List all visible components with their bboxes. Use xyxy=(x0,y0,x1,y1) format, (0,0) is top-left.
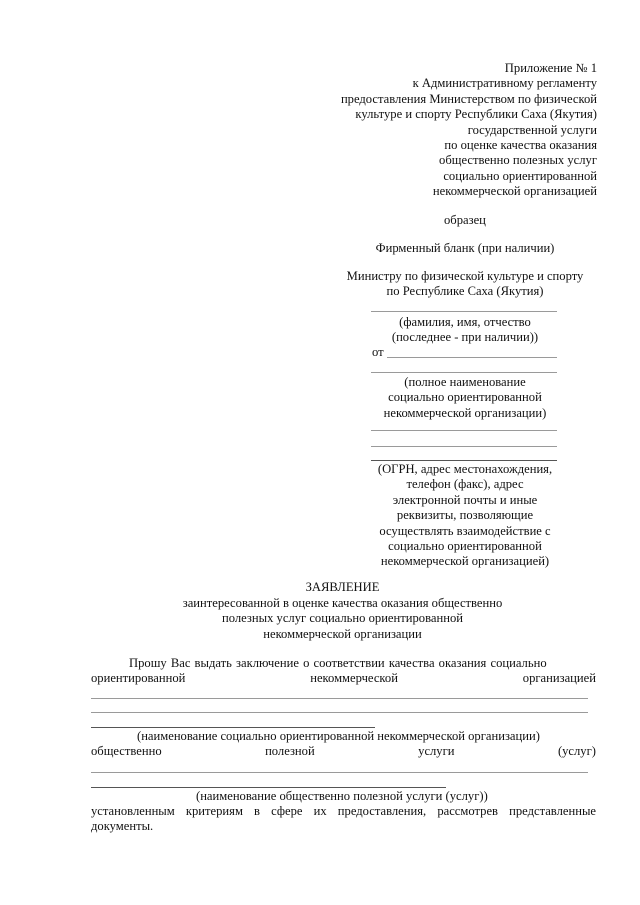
org-hint xyxy=(365,375,565,421)
service-line xyxy=(91,744,596,759)
appendix-block xyxy=(267,61,597,200)
org-name-input-line[interactable] xyxy=(91,727,375,728)
body-word: общественно xyxy=(91,744,162,758)
fio-hint xyxy=(365,315,565,346)
org-hint-line: некоммерческой организации) xyxy=(383,405,547,420)
appendix-line: культуре и спорту Республики Саха (Якутия) xyxy=(355,107,597,122)
appendix-line: по оценке качества оказания xyxy=(444,138,597,153)
org-input-line[interactable] xyxy=(371,372,557,373)
ogrn-hint-line: (ОГРН, адрес местонахождения, xyxy=(377,462,553,476)
sample-label: образец xyxy=(444,213,486,227)
org-hint-line: социально ориентированной xyxy=(388,390,542,405)
body-word: полезной xyxy=(265,744,315,758)
body-line2 xyxy=(91,671,596,686)
body-word: организацией xyxy=(522,671,596,685)
appendix-line: общественно полезных услуг xyxy=(439,153,597,168)
ogrn-hint-line: некоммерческой организацией) xyxy=(380,554,550,569)
addressee-line: Министру по физической культуре и спорту xyxy=(346,269,584,283)
body-word: ориентированной xyxy=(91,671,186,685)
body-final-text: установленным критериям в сфере их предоставления, рассмотрев представленные документы. xyxy=(91,804,596,834)
ogrn-hint-line: социально ориентированной xyxy=(388,539,542,554)
ogrn-input-line[interactable] xyxy=(371,430,557,431)
fio-hint-line: (фамилия, имя, отчество xyxy=(399,315,531,329)
statement-title: ЗАЯВЛЕНИЕ xyxy=(305,580,380,594)
ogrn-hint-line: телефон (факс), адрес xyxy=(406,477,524,492)
body-word: услуги xyxy=(418,744,455,758)
body-word: (услуг) xyxy=(557,744,596,758)
statement-subtitle-line: полезных услуг социально ориентированной xyxy=(222,611,463,626)
ogrn-hint xyxy=(355,462,575,570)
from-label: от xyxy=(372,345,384,359)
statement-subtitle-line: некоммерческой организации xyxy=(263,626,422,641)
appendix-line: предоставления Министерством по физической xyxy=(340,91,597,106)
appendix-line: Приложение № 1 xyxy=(504,61,597,75)
statement-subtitle-line: заинтересованной в оценке качества оказания общественно xyxy=(182,596,503,610)
appendix-line: социально ориентированной xyxy=(443,168,597,183)
letterhead-label: Фирменный бланк (при наличии) xyxy=(375,241,555,255)
body-word: некоммерческой xyxy=(310,671,398,685)
ogrn-hint-line: реквизиты, позволяющие xyxy=(396,508,534,523)
ogrn-hint-line: осуществлять взаимодействие с xyxy=(379,523,551,538)
org-name-hint: (наименование социально ориентированной некоммерческой организации) xyxy=(137,729,540,743)
addressee-line: по Республике Саха (Якутия) xyxy=(386,284,544,299)
service-name-input-line[interactable] xyxy=(91,772,588,773)
org-hint-line: (полное наименование xyxy=(404,375,526,389)
org-name-input-line[interactable] xyxy=(91,698,588,699)
body-para1: Прошу Вас выдать заключение о соответствии качества оказания социально xyxy=(129,656,547,670)
fio-input-line[interactable] xyxy=(371,311,557,312)
ogrn-hint-line: электронной почты и иные xyxy=(392,492,538,507)
appendix-line: государственной услуги xyxy=(467,122,597,137)
ogrn-input-line[interactable] xyxy=(371,460,557,461)
fio-hint-line: (последнее - при наличии)) xyxy=(391,330,539,345)
statement-subtitle xyxy=(0,596,640,642)
service-name-hint: (наименование общественно полезной услуги (услуг)) xyxy=(196,789,488,803)
addressee-block xyxy=(330,269,600,300)
appendix-line: к Административному регламенту xyxy=(412,76,597,91)
ogrn-input-line[interactable] xyxy=(371,446,557,447)
from-input-line[interactable] xyxy=(387,357,557,358)
appendix-line: некоммерческой организацией xyxy=(432,184,597,199)
service-name-input-line[interactable] xyxy=(91,787,446,788)
org-name-input-line[interactable] xyxy=(91,712,588,713)
